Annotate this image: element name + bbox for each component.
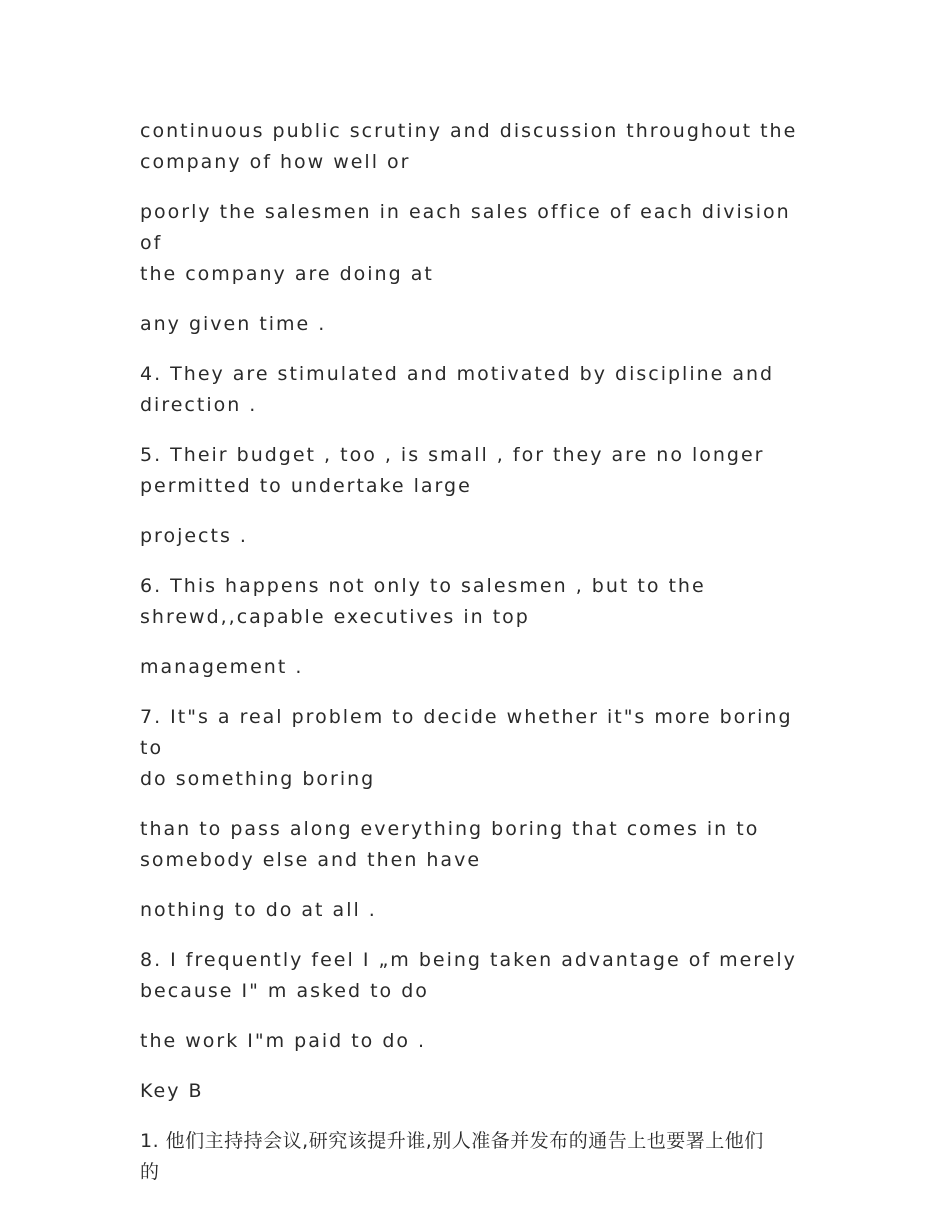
paragraph-item-6: 6. This happens not only to salesmen , but to the shrewd,,capable executives in top — [140, 575, 706, 628]
paragraph-item-5: 5. Their budget , too , is small , for they are no longer permitted to undertake large — [140, 444, 765, 497]
paragraph: any given time . — [140, 313, 327, 335]
paragraph-key-b-item-1: 1. 他们主持持会议,研究该提升谁,别人准备并发布的通告上也要署上他们 的 — [140, 1130, 764, 1183]
document-body — [140, 116, 812, 1207]
paragraph: the work I"m paid to do . — [140, 1030, 427, 1052]
paragraph: management . — [140, 656, 304, 678]
paragraph-item-4: 4. They are stimulated and motivated by discipline and direction . — [140, 363, 775, 416]
paragraph: continuous public scrutiny and discussion throughout the company of how well or — [140, 120, 798, 173]
paragraph-item-7: 7. It"s a real problem to decide whether it"s more boring to do something boring — [140, 706, 793, 790]
paragraph: poorly the salesmen in each sales office of each division of the company are doing at — [140, 201, 791, 285]
section-heading-key-b: Key B — [140, 1080, 204, 1102]
paragraph-item-8: 8. I frequently feel I „m being taken advantage of merely because I" m asked to do — [140, 949, 797, 1002]
paragraph: than to pass along everything boring that comes in to somebody else and then have — [140, 818, 760, 871]
paragraph: nothing to do at all . — [140, 899, 377, 921]
paragraph: projects . — [140, 525, 248, 547]
